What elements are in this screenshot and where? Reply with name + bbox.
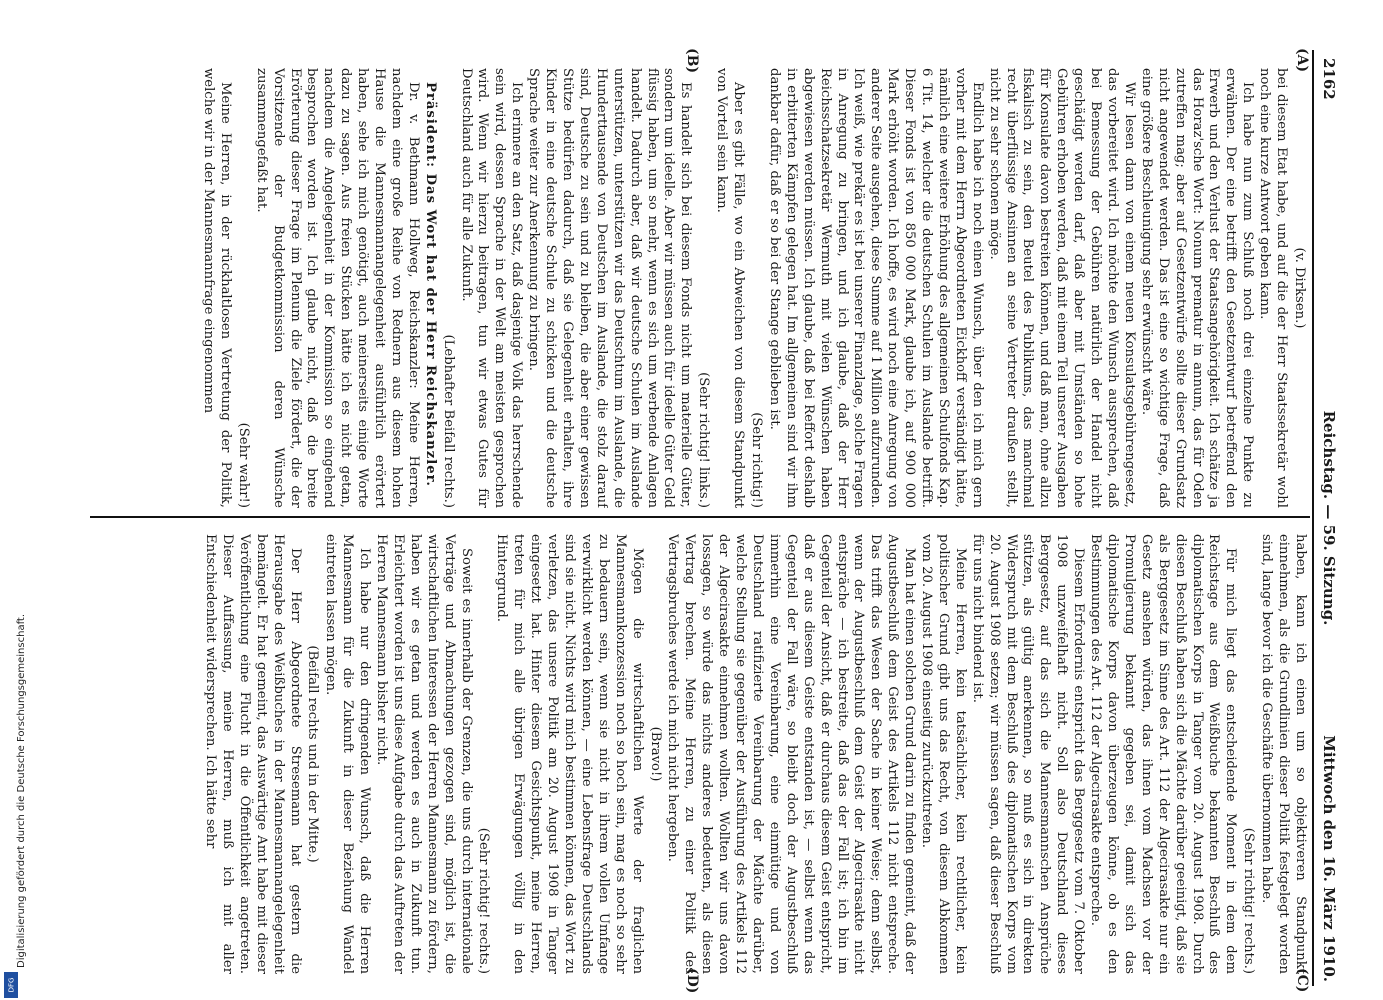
page-header: [1314, 50, 1340, 986]
margin-mark-b: (B): [684, 48, 700, 74]
interjection: (Sehr richtig! links.): [696, 372, 712, 508]
president-line: Präsident: Das Wort hat der Herr Reichskanzler.: [422, 82, 438, 487]
paragraph: Wir lesen dann von einem neuen Konsulatsgebührengesetz, das vorbereitet wird. Ich möchte den Wunsch aussprechen, daß bei Bemessung der Gebühren natürlich der Handel nicht geschädigt werden darf, daß aber mit Umständen so hohe Gebühren erhoben werden, daß mit einem Teil unserer Ausgaben für Konsulate davon bestreiten können, und daß man, ohne allzu fiskalisch zu sein, den Beutel des Publikums, das manchmal recht überflüssige Ansinnen an seine Vertreter draußen stellt, nicht zu sehr schonen möge.: [986, 68, 1137, 508]
column-divider: [90, 516, 1310, 518]
paragraph: Es handelt sich bei diesem Fonds nicht um materielle Güter, sondern um ideelle. Aber wir müssen auch für ideelle Güter Geld flüssig haben, um so mehr, wenn es sich um werbende Anlagen handelt. Dadurch aber, daß wir deutsche Schulen im Auslande unterstützen, unterstützen wir das Deutschtum im Auslande, die Hunderttausende von Deutschen im Auslande, die stolz darauf sind, Deutsche zu sein und zu bleiben, die aber einer gewissen Stütze bedürfen dadurch, daß sie Gelegenheit erhalten, ihre Kinder in eine deutsche Schule zu schicken und die deutsche Sprache weiter zur Anerkennung zu bringen.: [526, 68, 694, 508]
paragraph: Der Herr Abgeordnete Stresemann hat gestern die Herausgabe des Weißbuches in der Mannesmannangelegenheit bemängelt. Er hat gemeint, das Auswärtige Amt habe mit dieser Veröffentlichung eine Flucht in die Öffentlichkeit angetreten. Dieser Auffassung, meine Herren, muß ich mit aller Entschiedenheit widersprechen. Ich hätte sehr: [203, 534, 303, 974]
paragraph: Man hat einen solchen Grund darin zu finden gemeint, daß der Augustbeschluß dem Geist des Artikels 112 nicht entspreche. Das trifft das Wesen der Sache in keiner Weise; denn selbst, wenn der Augustbeschluß dem Geist der Algecirasakte nicht entspräche — ich bestreite, daß das der Fall ist; ich bin im Gegenteil der Ansicht, daß er durchaus diesem Geist entspricht, daß er aus diesem Geiste entstanden ist, — selbst wenn das Gegenteil der Fall wäre, so bleibt doch der Augustbeschluß immerhin eine Vereinbarung, eine einmütige und von Deutschland ratifizierte Vereinbarung der Mächte darüber, welche Stellung sie gegenüber der Ausführung des Artikels 112 der Algecirasakte einnehmen wollten. Wollten wir uns davon lossagen, so würde das nichts anderes bedeuten, als diesen Vertrag brechen. Meine Herren, zu einer Politik des Vertragsbruches werde ich mich nicht hergeben.: [665, 534, 918, 974]
header-date: Mittwoch den 16. März 1910.: [1320, 735, 1338, 982]
interjection: (Beifall rechts und in der Mitte.): [305, 645, 321, 863]
dfg-logo: [4, 972, 18, 998]
paragraph: bei diesem Etat habe, und auf die der Herr Staatssekretär wohl noch eine kurze Antwort geben kann.: [1257, 68, 1290, 508]
right-column: [83, 534, 1308, 974]
paragraph: Mögen die wirtschaftlichen Werte der fraglichen Mannesmannkonzession noch so hoch sein, mag es noch so sehr zu bedauern sein, wenn sie nicht in ihrem vollen Umfange verwirklicht werden können, — eine Lebensfrage Deutschlands sind sie nicht. Nichts wird mich bestimmen können, das Wort zu verletzen, das unsere Politik am 20. August 1908 in Tanger eingesetzt hat. Hinter diesem Gesichtspunkt, meine Herren, treten für mich alle übrigen Erwägungen völlig in den Hintergrund.: [494, 534, 645, 974]
interjection: (Sehr wahr!): [235, 422, 251, 508]
paragraph: haben, kann ich einen um so objektiveren Standpunkt einnehmen, als die Grundlinien dieser Politik festgelegt worden sind, lange bevor ich die Geschäfte übernommen habe.: [1259, 534, 1308, 974]
left-column: [83, 68, 1308, 508]
margin-mark-a: (A): [1294, 48, 1310, 73]
header-title: Reichstag. — 59. Sitzung.: [1320, 410, 1338, 626]
page-number: 2162: [1320, 58, 1338, 100]
margin-mark-c: (C): [1294, 968, 1310, 993]
interjection: (Sehr richtig! rechts.): [1241, 827, 1257, 974]
digitization-credit: [4, 10, 27, 995]
speaker-continued: (v. Dirksen.): [1292, 247, 1307, 329]
paragraph: Aber es gibt Fälle, wo ein Abweichen von diesem Standpunkt von Vorteil sein kann.: [714, 68, 747, 508]
paragraph: Endlich habe ich noch einen Wunsch, über den ich mich gern vorher mit dem Herrn Abgeordneten Eickhoff verständigt hätte, nämlich eine weitere Erhöhung des allgemeinen Schulfonds Kap. 6 Tit. 14, welcher die deutschen Schulen im Auslande betrifft. Dieser Fonds ist von 850 000 Mark, glaube ich, auf 900 000 Mark erhöht worden. Ich hoffe, es wird noch eine Anregung von anderer Seite ausgehen, diese Summe auf 1 Million aufzurunden. Ich weiß, wie prekär es ist bei unserer Finanzlage, solche Fragen in Anregung zu bringen, und ich glaube, daß der Herr Reichsschatzsekretär Wermuth mit vielen Wünschen haben abgewiesen werden müssen. Ich glaube, daß bei Reffort deshalb in erbitterten Kämpfen gelegen hat. Im allgemeinen sind wir ihm dankbar dafür, daß er so bei der Stange geblieben ist.: [766, 68, 985, 508]
paragraph: Diesem Erfordernis entspricht das Berggesetz vom 7. Oktober 1908 unzweifelhaft nicht. Soll also Deutschland dieses Berggesetz, auf das sich die Mannesmannschen Ansprüche stützen, als gültig anerkennen, so muß es sich in direkten Widerspruch mit dem Beschluß des diplomatischen Korps vom 20. August 1908 setzen; wir müssen sagen, daß dieser Beschluß für uns nicht bindend ist.: [969, 534, 1087, 974]
dfg-logo-text: DFG: [7, 977, 15, 993]
margin-mark-d: (D): [684, 968, 700, 994]
interjection: (Sehr richtig! rechts.): [476, 827, 492, 974]
paragraph: Für mich liegt das entscheidende Moment in dem dem Reichstage aus dem Weißbuche bekannten Beschluß des diplomatischen Korps in Tanger vom 20. August 1908. Durch diesen Beschluß haben sich die Mächte darüber geeinigt, daß sie als Berggesetz im Sinne des Art. 112 der Algecirasakte nur ein Gesetz ansehen würden, das ihnen vom Machsen vor der Promulgierung bekannt gegeben sei, damit sich das diplomatische Korps davon überzeugen könne, ob es den Bestimmungen des Art. 112 der Algecirasakte entspreche.: [1088, 534, 1239, 974]
paragraph: Ich erinnere an den Satz, daß dasjenige Volk das herrschende sein wird, dessen Sprache in der Welt am meisten gesprochen wird. Wenn wir hierzu beitragen, tun wir etwas Gutes für Deutschland auch für alle Zukunft.: [458, 68, 525, 508]
paragraph: Soweit es innerhalb der Grenzen, die uns durch internationale Verträge und Abmachungen gezogen sind, möglich ist, die wirtschaftlichen Interessen der Herren Mannesmann zu fördern, haben wir es getan und werden es auch in Zukunft tun. Erleichtert worden ist uns diese Aufgabe durch das Auftreten der Herren Mannesmann bisher nicht.: [374, 534, 474, 974]
paragraph: Ich habe nur den dringenden Wunsch, daß die Herren Mannesmann für die Zukunft in dieser Beziehung Wandel eintreten lassen mögen.: [323, 534, 373, 974]
credit-text: Digitalisierung gefördert durch die Deutsche Forschungsgemeinschaft.: [16, 613, 27, 968]
scanned-page: [80, 48, 1340, 994]
interjection: (Bravo!): [647, 726, 663, 782]
interjection: (Sehr richtig!): [749, 412, 764, 508]
interjection: (Lebhafter Beifall rechts.): [440, 334, 456, 508]
paragraph: Ich habe nun zum Schluß noch drei einzelne Punkte zu erwähnen. Der eine betrifft den Gesetzentwurf betreffend den Erwerb und den Verlust der Staatsangehörigkeit. Ich schätze ja das Horaz'sche Wort: Nonum prematur in annum, das für Oden zutreffen mag; aber auf Gesetzentwürfe sollte dieser Grundsatz nicht angewendet werden. Das ist eine so wichtige Frage, daß eine größere Beschleunigung sehr erwünscht wäre.: [1138, 68, 1256, 508]
paragraph: Dr. v. Bethmann Hollweg, Reichskanzler: Meine Herren, nachdem eine große Reihe von Rednern aus diesem hohen Hause die Mannesmannangelegenheit ausführlich erörtert haben, sehe ich mich genötigt, auch meinerseits einige Worte dazu zu sagen. Aus freien Stücken hätte ich es nicht getan, nachdem die Angelegenheit in der Kommission so eingehend besprochen worden ist. Ich glaube nicht, daß die breite Erörterung dieser Frage im Plenum die Ziele fördert, die der Vorsitzende der Budgetkommission deren Wünsche zusammengefaßt hat.: [253, 68, 421, 508]
paragraph: Meine Herren, kein tatsächlicher, kein rechtlicher, kein politischer Grund gibt uns das Recht, von diesem Abkommen vom 20. August 1908 einseitig zurückzutreten.: [919, 534, 968, 974]
header-rule: [1312, 50, 1314, 986]
paragraph: Meine Herren, in der rückhaltlosen Vertretung der Politik, welche wir in der Mannesmannfrage eingenommen: [201, 68, 233, 508]
